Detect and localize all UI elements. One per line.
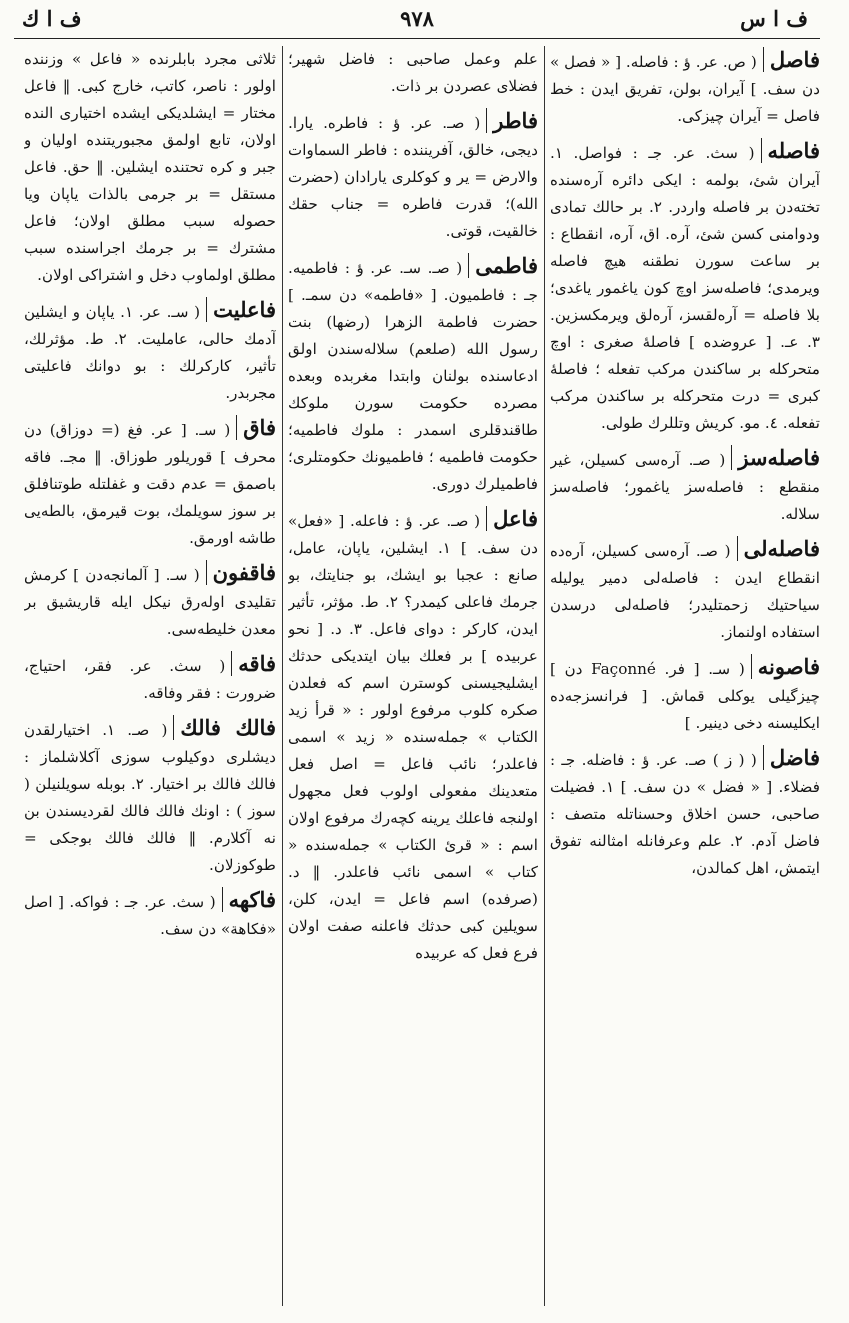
page-header (14, 0, 820, 39)
dictionary-entry (550, 535, 820, 646)
entry-body: ( سـ. [ عر. فغ (= دوزاق) دن محرف ] قوریلور طوزاق. ‖ مجـ. فاقه باصمق = عدم دقت و غفلتله طوتنافلق بر سوز سویلمك، بوت قیرمق، بالطه‌یی طاشه اورمق. (24, 421, 276, 547)
column-middle (288, 46, 538, 1308)
dictionary-entry (550, 653, 820, 737)
header-left-catchword: ف ا ك (22, 6, 82, 31)
column-divider (282, 46, 283, 1306)
headword: فاق (236, 415, 276, 440)
headword: فاطمی (468, 253, 538, 278)
dictionary-entry (24, 414, 276, 552)
entry-body: ( صـ. عر. ؤ : فاعله. [ «فعل» دن سف. ] ١. ایشلین، یاپان، عامل، صانع : عجبا بو ایشك، بو جنایتك، بو جرمك فاعلی کیمدر؟ ٢. ط. مؤثر، تأثیر ایدن، کارکر : دوای فاعل. ٣. د. [ نحو عربیده ] بر فعلك بیان ایتدیکی حدثك ایشلیجیسنی کوسترن اسم که فعلدن صکره کلوب مرفوع اولور : « قرأ زید الکتاب » جمله‌سنده « زید » اسمی فاعلدر؛ نائب فاعل = اصل فعل متعدینك مفعولی اولوب فعل مجهول اولنجه فاعلك یرینه کچه‌رك مرفوع اولان اسم : « قریٔ الکتاب » جمله‌سنده « کتاب » اسمی نائب فاعلدر. ‖ د. (صرفده) اسم فاعل = ایدن، کلن، سویلین کبی حدثك فاعلنه صفت اولان فرع فعل که عربیده (288, 512, 538, 962)
entry-body: ( سـ. عر. ١. یاپان و ایشلین آدمك حالی، عاملیت. ٢. ط. مؤثرلك، تأثیر، کارکرلك : بو دوانك فاعلیتی مجربدر. (24, 303, 276, 402)
dictionary-entry (288, 107, 538, 245)
entry-body: ( صـ. ١. اختیارلقدن دیشلری دوکیلوب سوزی آکلاشلماز : فالك فالك بر اختیار. ٢. بوبله سویلنیلن ( سوز ) : اونك فالك فالك لقردیسندن بن نه آکلارم. ‖ فالك فالك بوجکی = طوکوزلان. (24, 721, 276, 874)
entry-body: ( صـ. سـ. عر. ؤ : فاطمیه. جـ : فاطمیون. [ «فاطمه» دن سمـ. ] حضرت فاطمة الزهرا (رضها) بنت رسول الله (صلعم) سلاله‌سندن اولق ادعاسنده بولنان وابتدا مغربده وبعده مصرده حکومت سورن ملوکك طاقندقلری اسمدر : ملوك فاطمیه؛ حکومت فاطمیه ؛ فاطمیونك حکومتلری؛ فاطمیلرك دوری. (288, 259, 538, 493)
headword: فاقه (231, 651, 276, 676)
headword: فاطر (486, 108, 538, 133)
header-right-catchword: ف ا س (740, 6, 808, 31)
dictionary-entry-continuation (288, 46, 538, 100)
column-right (550, 46, 820, 1308)
dictionary-entry (550, 744, 820, 882)
entry-body: ( صـ. آره‌سی کسیلن، غیر منقطع : فاصله‌سز یاغمور؛ فاصله‌سز سلاله. (550, 451, 820, 523)
entry-body: ( سث. عر. جـ : فواصل. ١. آیران شئ، بولمه : ایکی دائره آره‌سنده تخته‌دن بر فاصله واردر. ٢. بر حالك تمادی ودوامنی کسن شئ، آره. اق، آره، انقطاع : بر ساعت سورن نطقنه هیچ فاصله ویرمدی؛ فاصله‌سز اوچ کون یاغمور یاغدی؛ بلا فاصله = آره‌لقسز، آره‌لق ویرمکسزین. ٣. عـ. [ عروضده ] فاصلهٔ صغری : اوچ متحرکله بر ساکندن مرکب تفعله ؛ فاصلهٔ کبری = درت متحرکله بر ساکندن مرکب تفعله. ٤. مو. کریش وتللرك طولی. (550, 144, 820, 432)
headword: فاعلیت (206, 297, 276, 322)
entry-body: ( سث. عر. فقر، احتیاج، ضرورت : فقر وفاقه. (24, 657, 276, 702)
entry-body: ( سـ. [ آلمانجه‌دن ] کرمش تقلیدی اوله‌رق نیکل ایله قاریشیق بر معدن خلیطه‌سی. (24, 566, 276, 638)
dictionary-entry (288, 252, 538, 498)
entry-body: ( ( ز ) صـ. عر. ؤ : فاضله. جـ : فضلاء. [ « فضل » دن سف. ] ١. فضیلت صاحبی، حسن اخلاق وحسناتله متصف : فاضل آدم. ٢. علم وعرفانله امثالنه تفوق ایتمش، اهل کمالدن، (550, 751, 820, 877)
headword: فاقفون (206, 560, 276, 585)
dictionary-entry (24, 650, 276, 707)
headword: فاعل (486, 506, 538, 531)
entry-body: ( سـ. [ فر. Façonné دن ] چیزگیلی یوکلی قماش. [ فرانسزجه‌ده ایکلیسنه دخی دینیر. ] (550, 660, 820, 732)
dictionary-entry (24, 714, 276, 879)
entry-body: ثلاثی مجرد بابلرنده « فاعل » وزننده اولور : ناصر، کاتب، خارج کبی. ‖ فاعل مختار = ایشلدیکی ایشده اختیاری النده اولان، تابع اولمق مجبوریتنده اولیان و جبر و کره تحتنده ایشلین. ‖ حق. فاعل مستقل = بر جرمی بالذات یاپان ویا حصوله سبب مطلق اولان؛ فاعل مشترك = بر جرمك اجراسنده سبب مطلق اولماوب دخل و اشتراکی اولان. (24, 50, 276, 284)
entry-body: ( سث. عر. جـ : فواکه. [ اصل «فکاهة» دن سف. (24, 893, 276, 938)
dictionary-entry (550, 137, 820, 437)
headword: فاصل (763, 47, 820, 72)
entry-body: ( صـ. آره‌سی کسیلن، آره‌ده انقطاع ایدن : فاصله‌لی دمیر یولیله سیاحتیك زحمتلیدر؛ فاصله‌لی درسدن استفاده اولنماز. (550, 542, 820, 641)
dictionary-entry (24, 296, 276, 407)
entry-body: علم وعمل صاحبی : فاضل شهیر؛ فضلای عصردن بر ذات. (288, 50, 538, 95)
headword: فاکهه (222, 887, 276, 912)
dictionary-entry (24, 886, 276, 943)
column-left (24, 46, 276, 1308)
entry-body: ( صـ. عر. ؤ : فاطره. یارا. دیجی، خالق، آفریننده : فاطر السماوات والارض = یر و کوکلری یارادان (حضرت الله)؛ قدرت فاطره = جناب حقك خالقیت، قوتی. (288, 114, 538, 240)
page-number: ٩٧٨ (400, 6, 434, 31)
headword: فاصونه (751, 654, 820, 679)
headword: فاصله‌سز (731, 445, 820, 470)
headword: فاضل (763, 745, 820, 770)
dictionary-entry (24, 559, 276, 643)
dictionary-entry-continuation (24, 46, 276, 289)
headword: فاصله (761, 138, 820, 163)
dictionary-entry (550, 46, 820, 130)
dictionary-entry (550, 444, 820, 528)
entry-body: ( ص. عر. ؤ : فاصله. [ « فصل » دن سف. ] آیران، بولن، تفریق ایدن : خط فاصل = آیران چیزکی. (550, 53, 820, 125)
headword: فاصله‌لی (737, 536, 820, 561)
dictionary-entry (288, 505, 538, 967)
column-divider (544, 46, 545, 1306)
headword: فالك فالك (173, 715, 276, 740)
